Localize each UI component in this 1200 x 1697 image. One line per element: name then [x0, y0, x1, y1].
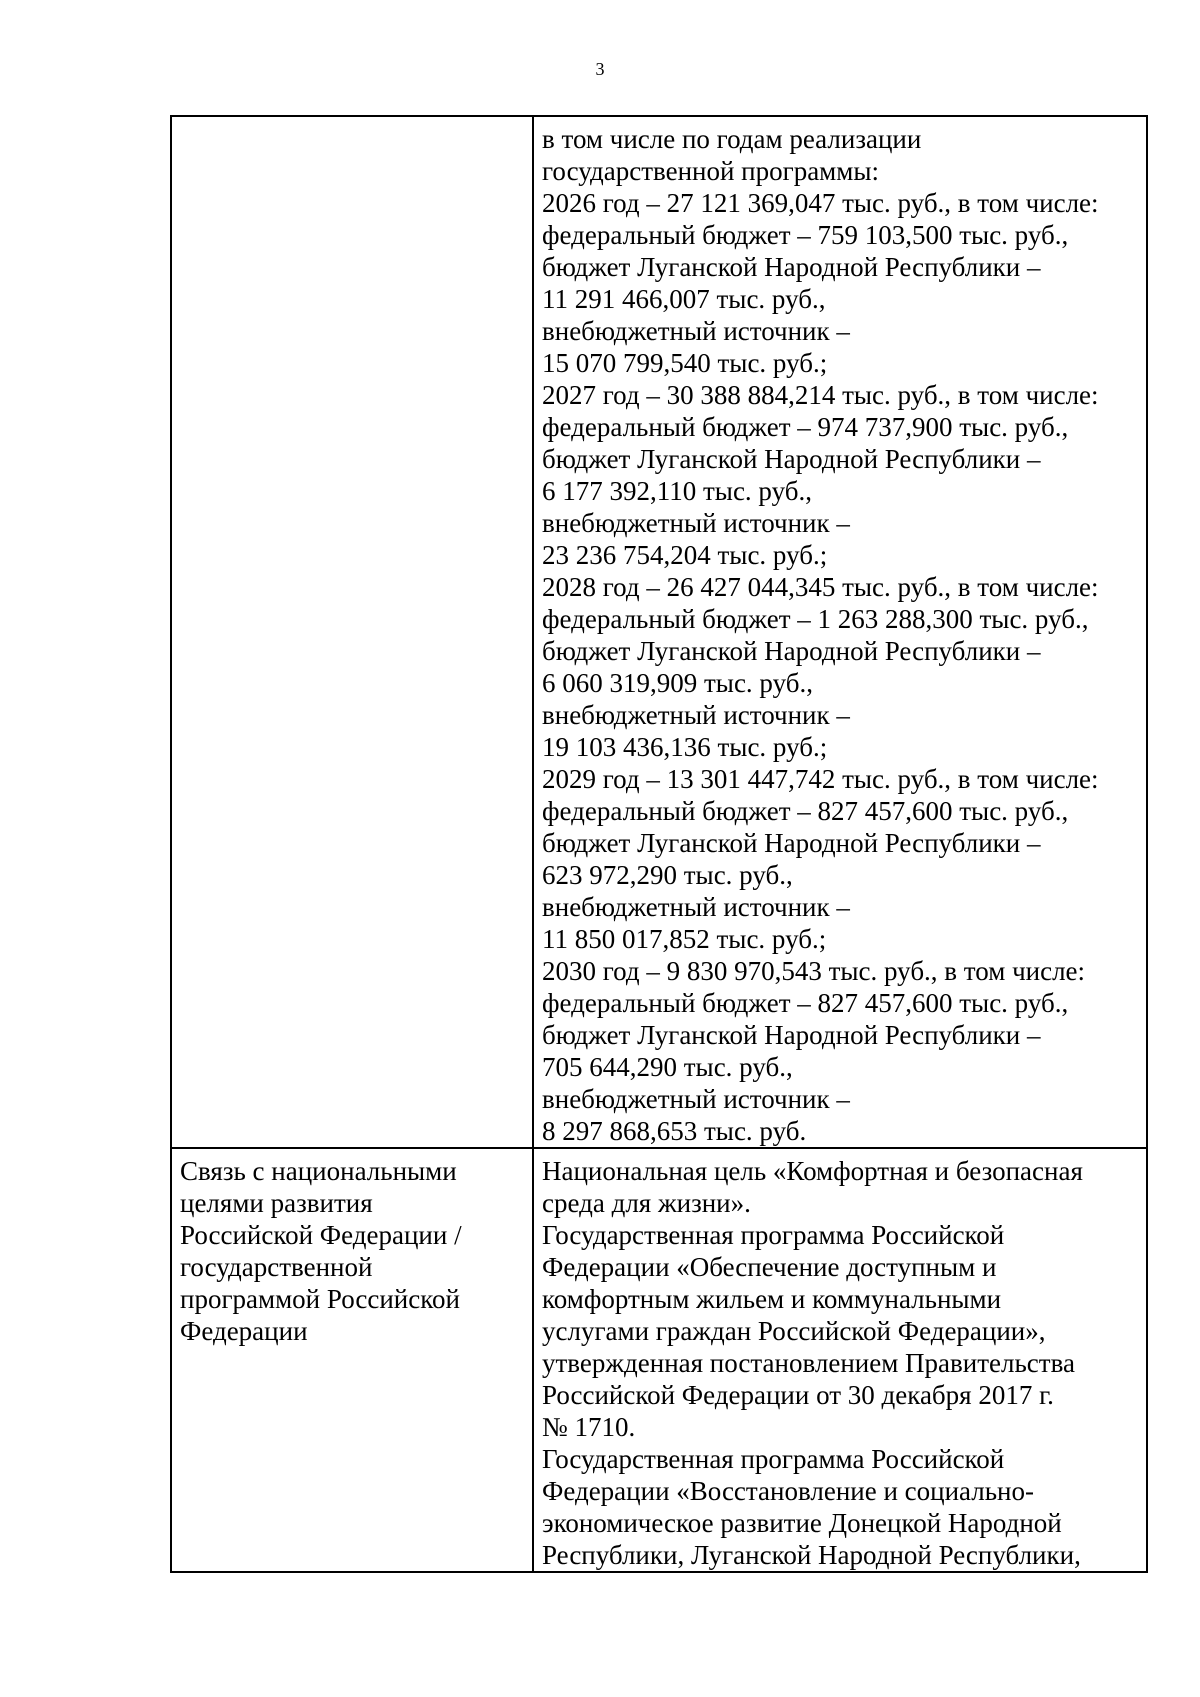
text-line: целями развития: [180, 1188, 373, 1218]
text-line: 2027 год – 30 388 884,214 тыс. руб., в том числе:: [542, 380, 1099, 410]
text-line: 2030 год – 9 830 970,543 тыс. руб., в том числе:: [542, 956, 1086, 986]
text-line: 8 297 868,653 тыс. руб.: [542, 1116, 807, 1146]
row2-value-cell: [533, 1148, 1147, 1572]
row1-value-content: [542, 123, 1138, 1147]
text-line: федеральный бюджет – 827 457,600 тыс. руб.,: [542, 988, 1069, 1018]
text-line: внебюджетный источник –: [542, 700, 850, 730]
text-line: федеральный бюджет – 827 457,600 тыс. руб.,: [542, 796, 1069, 826]
text-line: Российской Федерации /: [180, 1220, 462, 1250]
text-line: 23 236 754,204 тыс. руб.;: [542, 540, 828, 570]
table-row: [171, 116, 1147, 1148]
row1-value-cell: [533, 116, 1147, 1148]
text-line: Государственная программа Российской: [542, 1444, 1005, 1474]
text-line: бюджет Луганской Народной Республики –: [542, 636, 1041, 666]
row1-label-cell: [171, 116, 533, 1148]
row2-label-cell: [171, 1148, 533, 1572]
text-line: комфортным жильем и коммунальными: [542, 1284, 1002, 1314]
text-line: федеральный бюджет – 974 737,900 тыс. руб.,: [542, 412, 1069, 442]
row2-value-content: [542, 1155, 1138, 1571]
text-line: 2026 год – 27 121 369,047 тыс. руб., в том числе:: [542, 188, 1099, 218]
text-line: среда для жизни».: [542, 1188, 751, 1218]
text-line: Российской Федерации от 30 декабря 2017 г.: [542, 1380, 1054, 1410]
table-row: [171, 1148, 1147, 1572]
text-line: государственной: [180, 1252, 373, 1282]
program-passport-table: [170, 115, 1148, 1573]
text-line: 2028 год – 26 427 044,345 тыс. руб., в том числе:: [542, 572, 1099, 602]
row2-label-content: [180, 1155, 524, 1347]
text-line: 623 972,290 тыс. руб.,: [542, 860, 793, 890]
text-line: 19 103 436,136 тыс. руб.;: [542, 732, 828, 762]
text-line: бюджет Луганской Народной Республики –: [542, 828, 1041, 858]
text-line: программой Российской: [180, 1284, 460, 1314]
text-line: Государственная программа Российской: [542, 1220, 1005, 1250]
text-line: утвержденная постановлением Правительства: [542, 1348, 1075, 1378]
text-line: Федерации «Восстановление и социально-: [542, 1476, 1034, 1506]
text-line: 6 177 392,110 тыс. руб.,: [542, 476, 812, 506]
text-line: 705 644,290 тыс. руб.,: [542, 1052, 793, 1082]
text-line: Связь с национальными: [180, 1156, 457, 1186]
text-line: 6 060 319,909 тыс. руб.,: [542, 668, 813, 698]
page-number: 3: [595, 59, 605, 79]
text-line: внебюджетный источник –: [542, 892, 850, 922]
row1-label-content: [180, 123, 524, 124]
text-line: экономическое развитие Донецкой Народной: [542, 1508, 1062, 1538]
text-line: федеральный бюджет – 759 103,500 тыс. руб.,: [542, 220, 1069, 250]
text-line: 15 070 799,540 тыс. руб.;: [542, 348, 828, 378]
text-line: 11 291 466,007 тыс. руб.,: [542, 284, 826, 314]
text-line: внебюджетный источник –: [542, 316, 850, 346]
text-line: внебюджетный источник –: [542, 1084, 850, 1114]
text-line: 11 850 017,852 тыс. руб.;: [542, 924, 827, 954]
text-line: услугами граждан Российской Федерации»,: [542, 1316, 1046, 1346]
text-line: бюджет Луганской Народной Республики –: [542, 252, 1041, 282]
text-line: Республики, Луганской Народной Республики,: [542, 1540, 1081, 1570]
text-line: Национальная цель «Комфортная и безопасная: [542, 1156, 1083, 1186]
text-line: бюджет Луганской Народной Республики –: [542, 1020, 1041, 1050]
text-line: государственной программы:: [542, 156, 879, 186]
text-line: федеральный бюджет – 1 263 288,300 тыс. руб.,: [542, 604, 1089, 634]
text-line: Федерации: [180, 1316, 308, 1346]
text-line: в том числе по годам реализации: [542, 124, 922, 154]
text-line: 2029 год – 13 301 447,742 тыс. руб., в том числе:: [542, 764, 1099, 794]
text-line: бюджет Луганской Народной Республики –: [542, 444, 1041, 474]
text-line: внебюджетный источник –: [542, 508, 850, 538]
text-line: Федерации «Обеспечение доступным и: [542, 1252, 997, 1282]
text-line: № 1710.: [542, 1412, 636, 1442]
